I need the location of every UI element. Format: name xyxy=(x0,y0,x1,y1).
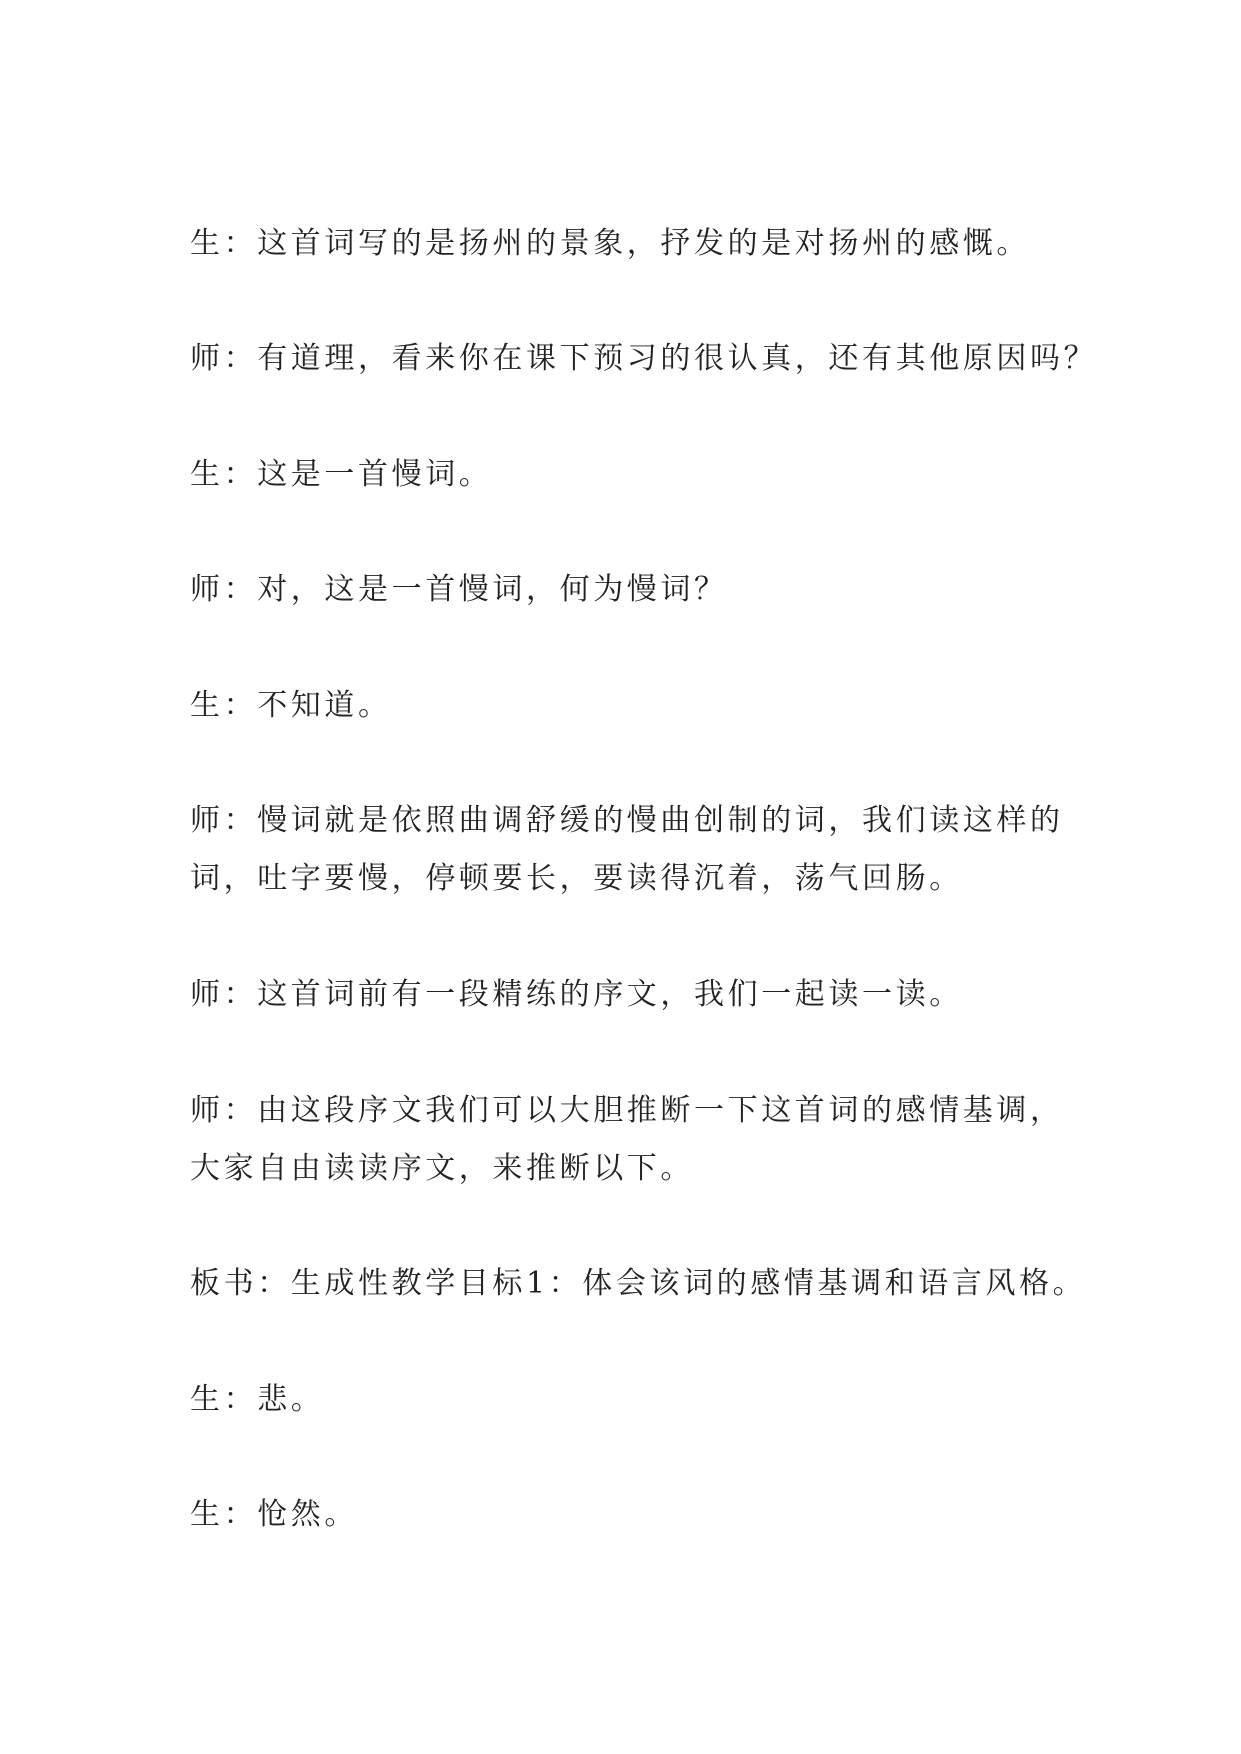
text-line: 板书：生成性教学目标1：体会该词的感情基调和语言风格。 xyxy=(190,1266,1087,1301)
dialogue-paragraph xyxy=(190,677,1080,735)
dialogue-paragraph xyxy=(190,446,1080,504)
text-line: 生：这首词写的是扬州的景象，抒发的是对扬州的感慨。 xyxy=(190,226,1030,261)
dialogue-paragraph xyxy=(190,561,1080,619)
text-line: 师：慢词就是依照曲调舒缓的慢曲创制的词，我们读这样的 xyxy=(190,803,1064,838)
text-line: 生：悲。 xyxy=(190,1382,325,1417)
text-line: 师：这首词前有一段精练的序文，我们一起读一读。 xyxy=(190,977,963,1012)
dialogue-paragraph xyxy=(190,215,1080,273)
text-line: 生：这是一首慢词。 xyxy=(190,457,493,492)
text-line: 词，吐字要慢，停顿要长，要读得沉着，荡气回肠。 xyxy=(190,861,963,896)
dialogue-paragraph xyxy=(190,966,1080,1024)
text-line: 师：对，这是一首慢词，何为慢词？ xyxy=(190,572,728,607)
dialogue-paragraph xyxy=(190,330,1098,388)
board-note-paragraph xyxy=(190,1255,1087,1313)
dialogue-paragraph xyxy=(190,792,1080,908)
dialogue-paragraph xyxy=(190,1486,1080,1544)
dialogue-paragraph xyxy=(190,1082,1080,1198)
text-line: 师：由这段序文我们可以大胆推断一下这首词的感情基调， xyxy=(190,1093,1064,1128)
text-line: 生：怆然。 xyxy=(190,1497,358,1532)
text-line: 生：不知道。 xyxy=(190,688,392,723)
dialogue-paragraph xyxy=(190,1371,1080,1429)
text-line: 大家自由读读序文，来推断以下。 xyxy=(190,1151,694,1186)
text-line: 师：有道理，看来你在课下预习的很认真，还有其他原因吗？ xyxy=(190,341,1098,376)
